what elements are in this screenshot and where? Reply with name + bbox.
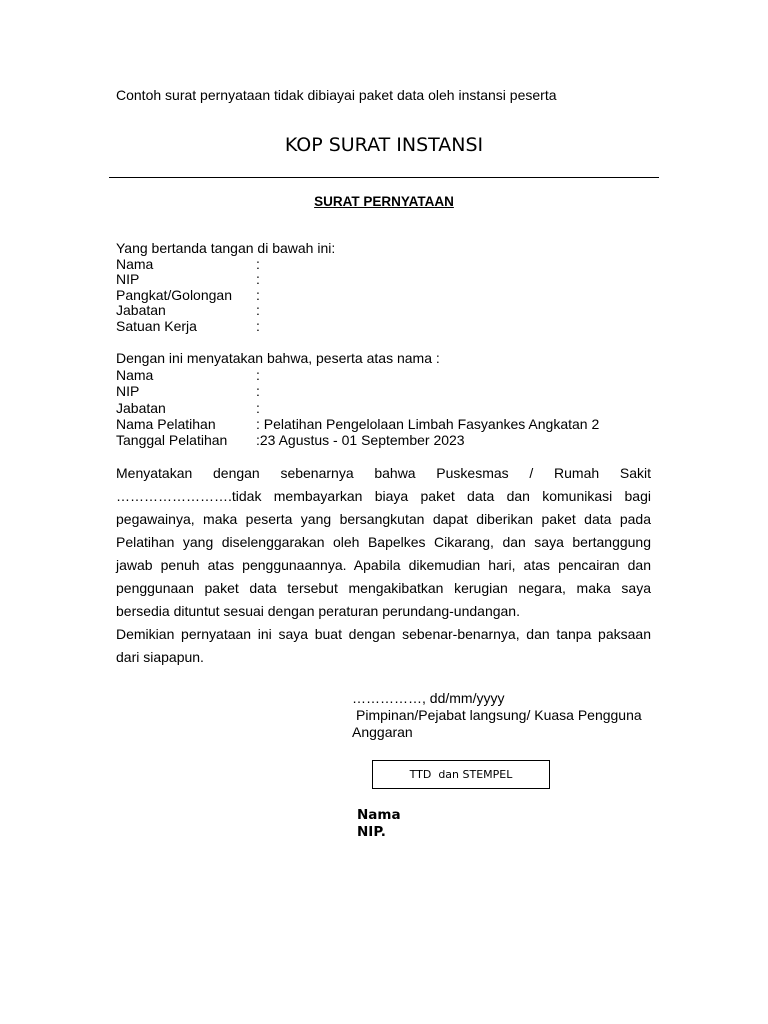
participant-field-value: : — [256, 383, 260, 399]
participant-field-value: : — [256, 367, 260, 383]
signer-field-label: NIP — [116, 271, 140, 287]
statement-line: penggunaan paket data tersebut mengakibatkan kerugian negara, maka saya — [116, 580, 651, 596]
statement-paragraph — [116, 462, 651, 669]
document-title: SURAT PERNYATAAN — [314, 194, 454, 209]
letterhead-title: KOP SURAT INSTANSI — [284, 134, 484, 156]
signature-role-line: Anggaran — [352, 724, 413, 740]
statement-line: Pelatihan yang diselenggarakan oleh Bapelkes Cikarang, dan saya bertanggung — [116, 534, 651, 550]
closing-line: Demikian pernyataan ini saya buat dengan sebenar-benarnya, dan tanpa paksaan — [116, 626, 651, 642]
statement-line: …………………….tidak membayarkan biaya paket data dan komunikasi bagi — [116, 488, 651, 504]
closing-line: dari siapapun. — [116, 649, 204, 665]
statement-line: bersedia dituntut sesuai dengan peraturan perundang-undangan. — [116, 603, 520, 619]
intro-note: Contoh surat pernyataan tidak dibiayai paket data oleh instansi peserta — [116, 87, 557, 103]
statement-line: jawab penuh atas penggunaannya. Apabila dikemudian hari, atas pencairan dan — [116, 557, 651, 573]
participant-field-label: Tanggal Pelatihan — [116, 432, 228, 448]
signature-place-date: ……………, dd/mm/yyyy — [352, 690, 505, 706]
participant-field-value: : — [256, 400, 260, 416]
signer-lead: Yang bertanda tangan di bawah ini: — [116, 240, 336, 256]
statement-line: pegawainya, maka peserta yang bersangkutan dapat diberikan paket data pada — [116, 511, 651, 527]
signature-stamp-box: TTD dan STEMPEL — [372, 760, 550, 789]
participant-field-label: Nama Pelatihan — [116, 416, 216, 432]
signer-field-label: Jabatan — [116, 302, 166, 318]
participant-field-label: Jabatan — [116, 400, 166, 416]
signer-field-label: Pangkat/Golongan — [116, 287, 232, 303]
signer-name-label: Nama — [357, 807, 401, 823]
participant-lead: Dengan ini menyatakan bahwa, peserta atas nama : — [116, 350, 440, 366]
participant-field-value: : Pelatihan Pengelolaan Limbah Fasyankes Angkatan 2 — [256, 416, 600, 432]
signature-role-line: Pimpinan/Pejabat langsung/ Kuasa Pengguna — [356, 707, 642, 723]
signer-field-value: : — [256, 271, 260, 287]
statement-line: Menyatakan dengan sebenarnya bahwa Puskesmas / Rumah Sakit — [116, 465, 651, 481]
signer-field-value: : — [256, 302, 260, 318]
signer-field-value: : — [256, 318, 260, 334]
participant-field-label: Nama — [116, 367, 154, 383]
signer-field-value: : — [256, 287, 260, 303]
participant-field-value: :23 Agustus - 01 September 2023 — [256, 432, 465, 448]
signer-nip-label: NIP. — [357, 824, 386, 840]
signer-field-label: Satuan Kerja — [116, 318, 197, 334]
signer-field-label: Nama — [116, 256, 154, 272]
participant-field-label: NIP — [116, 383, 140, 399]
letterhead-divider — [109, 177, 659, 178]
signer-field-value: : — [256, 256, 260, 272]
